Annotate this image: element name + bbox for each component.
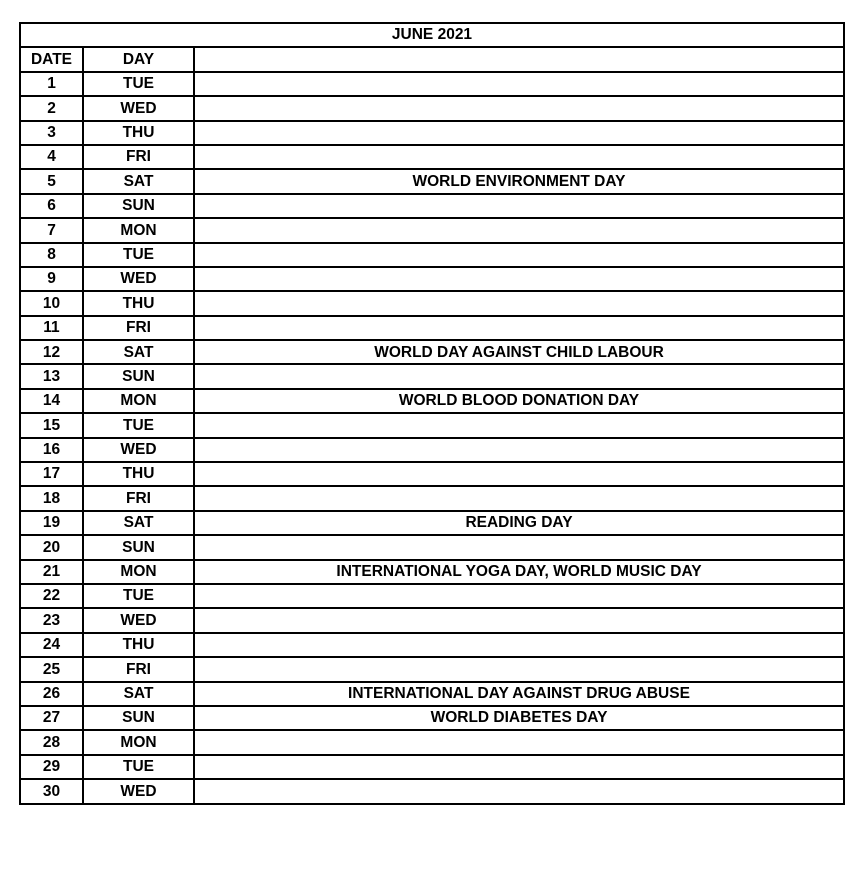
event-cell (194, 72, 843, 96)
event-cell (194, 96, 843, 120)
event-cell (194, 121, 843, 145)
event-cell: WORLD DAY AGAINST CHILD LABOUR (194, 340, 843, 364)
date-cell: 3 (21, 121, 83, 145)
date-cell: 22 (21, 584, 83, 608)
table-row (21, 169, 843, 193)
day-cell: THU (83, 633, 194, 657)
day-cell: WED (83, 438, 194, 462)
day-cell: SUN (83, 364, 194, 388)
day-cell: MON (83, 560, 194, 584)
day-cell: TUE (83, 584, 194, 608)
table-row (21, 608, 843, 632)
table-row (21, 291, 843, 315)
table-row (21, 755, 843, 779)
event-cell (194, 316, 843, 340)
event-cell (194, 584, 843, 608)
table-row (21, 682, 843, 706)
table-row (21, 267, 843, 291)
event-cell (194, 438, 843, 462)
date-cell: 29 (21, 755, 83, 779)
day-cell: SUN (83, 706, 194, 730)
table-row (21, 560, 843, 584)
day-cell: TUE (83, 72, 194, 96)
day-cell: WED (83, 96, 194, 120)
day-cell: FRI (83, 657, 194, 681)
date-cell: 24 (21, 633, 83, 657)
title-row (21, 24, 843, 47)
day-cell: TUE (83, 755, 194, 779)
day-cell: THU (83, 462, 194, 486)
event-cell (194, 267, 843, 291)
day-cell: SAT (83, 340, 194, 364)
table-row (21, 413, 843, 437)
date-cell: 20 (21, 535, 83, 559)
table-row (21, 706, 843, 730)
event-cell (194, 413, 843, 437)
event-cell (194, 608, 843, 632)
table-row (21, 511, 843, 535)
date-cell: 18 (21, 486, 83, 510)
date-cell: 5 (21, 169, 83, 193)
date-cell: 27 (21, 706, 83, 730)
day-cell: SAT (83, 169, 194, 193)
calendar-body (21, 72, 843, 803)
table-row (21, 633, 843, 657)
table-row (21, 779, 843, 802)
date-cell: 28 (21, 730, 83, 754)
event-cell (194, 730, 843, 754)
date-cell: 11 (21, 316, 83, 340)
date-cell: 6 (21, 194, 83, 218)
column-header-day: DAY (83, 47, 194, 71)
event-cell: WORLD ENVIRONMENT DAY (194, 169, 843, 193)
day-cell: TUE (83, 243, 194, 267)
event-cell: INTERNATIONAL DAY AGAINST DRUG ABUSE (194, 682, 843, 706)
date-cell: 1 (21, 72, 83, 96)
event-cell (194, 755, 843, 779)
date-cell: 12 (21, 340, 83, 364)
table-row (21, 730, 843, 754)
table-row (21, 462, 843, 486)
event-cell (194, 364, 843, 388)
date-cell: 14 (21, 389, 83, 413)
table-row (21, 96, 843, 120)
event-cell (194, 779, 843, 802)
event-cell (194, 535, 843, 559)
day-cell: THU (83, 121, 194, 145)
date-cell: 10 (21, 291, 83, 315)
table-row (21, 121, 843, 145)
table-row (21, 584, 843, 608)
event-cell: WORLD BLOOD DONATION DAY (194, 389, 843, 413)
date-cell: 9 (21, 267, 83, 291)
day-cell: FRI (83, 486, 194, 510)
event-cell (194, 657, 843, 681)
event-cell (194, 194, 843, 218)
day-cell: SUN (83, 535, 194, 559)
event-cell: WORLD DIABETES DAY (194, 706, 843, 730)
day-cell: WED (83, 267, 194, 291)
date-cell: 16 (21, 438, 83, 462)
event-cell (194, 145, 843, 169)
day-cell: THU (83, 291, 194, 315)
event-cell: READING DAY (194, 511, 843, 535)
event-cell (194, 291, 843, 315)
date-cell: 15 (21, 413, 83, 437)
day-cell: FRI (83, 316, 194, 340)
day-cell: WED (83, 779, 194, 802)
date-cell: 21 (21, 560, 83, 584)
calendar-sheet (19, 22, 845, 805)
day-cell: TUE (83, 413, 194, 437)
table-row (21, 438, 843, 462)
date-cell: 8 (21, 243, 83, 267)
day-cell: SUN (83, 194, 194, 218)
table-row (21, 218, 843, 242)
table-row (21, 340, 843, 364)
event-cell (194, 633, 843, 657)
column-header-event (194, 47, 843, 71)
event-cell (194, 243, 843, 267)
date-cell: 7 (21, 218, 83, 242)
date-cell: 4 (21, 145, 83, 169)
day-cell: FRI (83, 145, 194, 169)
event-cell (194, 486, 843, 510)
date-cell: 25 (21, 657, 83, 681)
date-cell: 13 (21, 364, 83, 388)
day-cell: MON (83, 218, 194, 242)
table-row (21, 243, 843, 267)
table-row (21, 389, 843, 413)
column-header-date: DATE (21, 47, 83, 71)
day-cell: MON (83, 730, 194, 754)
table-row (21, 535, 843, 559)
day-cell: MON (83, 389, 194, 413)
table-row (21, 145, 843, 169)
table-row (21, 194, 843, 218)
day-cell: SAT (83, 682, 194, 706)
calendar-table (21, 24, 843, 803)
date-cell: 30 (21, 779, 83, 802)
date-cell: 17 (21, 462, 83, 486)
header-row (21, 47, 843, 71)
table-row (21, 657, 843, 681)
table-row (21, 316, 843, 340)
day-cell: SAT (83, 511, 194, 535)
event-cell (194, 218, 843, 242)
event-cell (194, 462, 843, 486)
date-cell: 19 (21, 511, 83, 535)
event-cell: INTERNATIONAL YOGA DAY, WORLD MUSIC DAY (194, 560, 843, 584)
calendar-title: JUNE 2021 (21, 24, 843, 47)
date-cell: 26 (21, 682, 83, 706)
date-cell: 23 (21, 608, 83, 632)
table-row (21, 364, 843, 388)
table-row (21, 486, 843, 510)
day-cell: WED (83, 608, 194, 632)
table-row (21, 72, 843, 96)
date-cell: 2 (21, 96, 83, 120)
